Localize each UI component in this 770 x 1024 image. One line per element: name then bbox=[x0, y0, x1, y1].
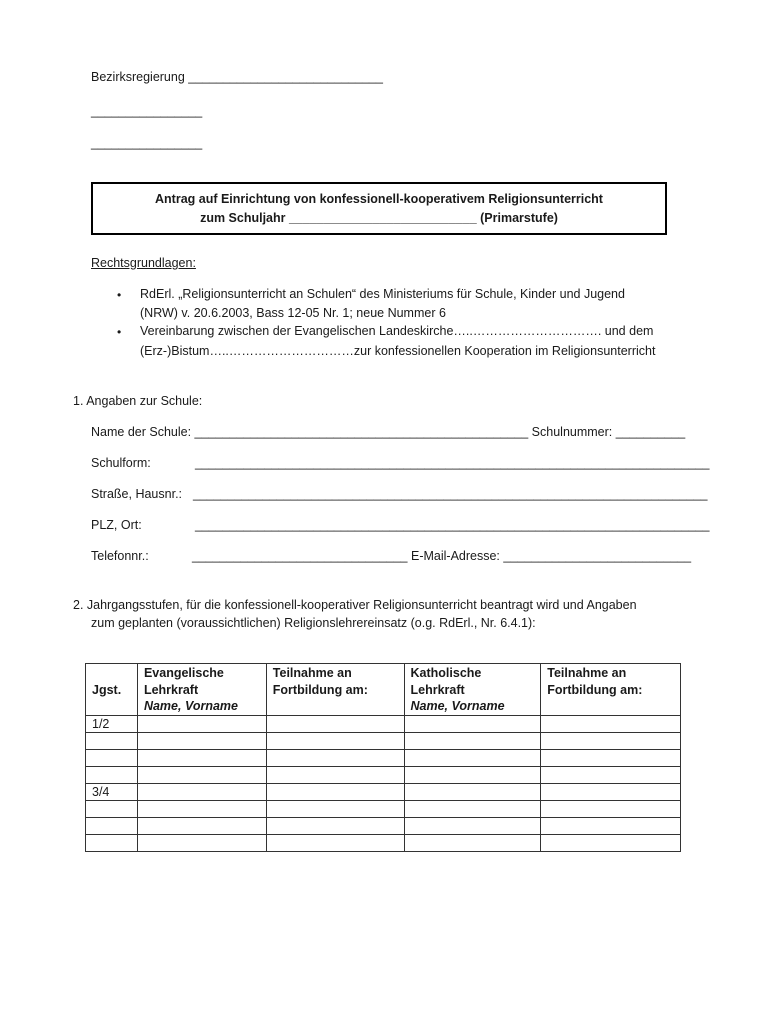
table-cell[interactable] bbox=[404, 750, 541, 767]
table-cell[interactable] bbox=[541, 835, 681, 852]
jgst-cell[interactable] bbox=[86, 801, 138, 818]
table-cell[interactable] bbox=[404, 818, 541, 835]
table-cell[interactable] bbox=[266, 818, 404, 835]
header-ev-1: Evangelische bbox=[143, 666, 224, 680]
jgst-cell[interactable] bbox=[86, 818, 138, 835]
table-row bbox=[86, 818, 681, 835]
legal-item-2b: (Erz-)Bistum…..…………………………zur konfessionellen Kooperation im Religionsunterricht bbox=[140, 344, 656, 358]
schulform-field[interactable]: __________________________________________________________________________ bbox=[195, 456, 710, 470]
table-cell[interactable] bbox=[541, 750, 681, 767]
table-cell[interactable] bbox=[404, 784, 541, 801]
plz-label: PLZ, Ort: bbox=[91, 518, 142, 532]
table-row bbox=[86, 733, 681, 750]
table-cell[interactable] bbox=[404, 835, 541, 852]
table-cell[interactable] bbox=[266, 835, 404, 852]
header-ev-2: Lehrkraft bbox=[143, 682, 199, 697]
bullet-1: • bbox=[117, 288, 122, 302]
table-cell[interactable] bbox=[137, 801, 266, 818]
table-cell[interactable] bbox=[541, 801, 681, 818]
header-kath-2: Lehrkraft bbox=[410, 682, 465, 697]
table-row bbox=[86, 835, 681, 852]
plz-field[interactable]: __________________________________________________________________________ bbox=[195, 518, 710, 532]
table-cell[interactable] bbox=[404, 716, 541, 733]
table-cell[interactable] bbox=[137, 767, 266, 784]
table-cell[interactable] bbox=[541, 716, 681, 733]
bullet-2: • bbox=[117, 325, 122, 339]
bezirksregierung-field[interactable]: Bezirksregierung ____________________________ bbox=[91, 70, 383, 84]
table-cell[interactable] bbox=[137, 835, 266, 852]
address-line-2[interactable]: ________________ bbox=[91, 136, 203, 150]
address-line-1[interactable]: ________________ bbox=[91, 104, 203, 118]
telefon-email-field[interactable]: _______________________________ E-Mail-Adresse: ___________________________ bbox=[192, 549, 692, 563]
header-fb1-1: Teilnahme an bbox=[272, 666, 352, 680]
table-header-row bbox=[86, 664, 681, 716]
table-row bbox=[86, 767, 681, 784]
jgst-cell[interactable] bbox=[86, 835, 138, 852]
section-1-heading: 1. Angaben zur Schule: bbox=[73, 394, 203, 408]
legal-heading: Rechtsgrundlagen: bbox=[91, 256, 196, 270]
header-fortbildung-2 bbox=[541, 664, 681, 716]
table-cell[interactable] bbox=[541, 767, 681, 784]
section-2-line-1: 2. Jahrgangsstufen, für die konfessionell-kooperativer Religionsunterricht beantragt wird und Angaben bbox=[73, 598, 637, 612]
jgst-cell[interactable] bbox=[86, 750, 138, 767]
header-fb2-1: Teilnahme an bbox=[547, 666, 627, 680]
table-row bbox=[86, 784, 681, 801]
table-row bbox=[86, 716, 681, 733]
jgst-cell[interactable] bbox=[86, 767, 138, 784]
school-name-field[interactable]: Name der Schule: ________________________________________________ Schulnummer: __________ bbox=[91, 425, 686, 439]
jgst-cell: 1/2 bbox=[86, 716, 138, 733]
header-kath-3: Name, Vorname bbox=[410, 699, 505, 713]
table-cell[interactable] bbox=[404, 801, 541, 818]
table-cell[interactable] bbox=[541, 784, 681, 801]
legal-item-1a: RdErl. „Religionsunterricht an Schulen“ des Ministeriums für Schule, Kinder und Jugend bbox=[140, 287, 625, 301]
table-cell[interactable] bbox=[541, 733, 681, 750]
table-cell[interactable] bbox=[404, 767, 541, 784]
jgst-cell[interactable] bbox=[86, 733, 138, 750]
strasse-label: Straße, Hausnr.: bbox=[91, 487, 183, 501]
table-row bbox=[86, 750, 681, 767]
table-cell[interactable] bbox=[404, 733, 541, 750]
table-cell[interactable] bbox=[266, 716, 404, 733]
header-ev-3: Name, Vorname bbox=[143, 699, 238, 713]
table-cell[interactable] bbox=[266, 801, 404, 818]
header-jgst: Jgst. bbox=[86, 664, 138, 716]
schulform-label: Schulform: bbox=[91, 456, 151, 470]
table-cell[interactable] bbox=[266, 733, 404, 750]
header-fb2-2: Fortbildung am: bbox=[547, 682, 643, 697]
legal-item-1b: (NRW) v. 20.6.2003, Bass 12-05 Nr. 1; neue Nummer 6 bbox=[140, 306, 446, 320]
title-line-2[interactable]: zum Schuljahr ___________________________ (Primarstufe) bbox=[200, 211, 558, 225]
header-fb1-2: Fortbildung am: bbox=[272, 682, 368, 697]
table-cell[interactable] bbox=[137, 733, 266, 750]
telefon-label: Telefonnr.: bbox=[91, 549, 149, 563]
table-cell[interactable] bbox=[137, 818, 266, 835]
table-cell[interactable] bbox=[266, 767, 404, 784]
strasse-field[interactable]: __________________________________________________________________________ bbox=[193, 487, 708, 501]
table-cell[interactable] bbox=[266, 784, 404, 801]
table-cell[interactable] bbox=[266, 750, 404, 767]
header-kath-1: Katholische bbox=[410, 666, 482, 680]
table-cell[interactable] bbox=[137, 750, 266, 767]
table-row bbox=[86, 801, 681, 818]
title-box bbox=[91, 182, 667, 235]
title-line-1: Antrag auf Einrichtung von konfessionell-kooperativem Religionsunterricht bbox=[155, 192, 603, 206]
header-kath-lehrkraft bbox=[404, 664, 541, 716]
jgst-cell: 3/4 bbox=[86, 784, 138, 801]
header-ev-lehrkraft bbox=[137, 664, 266, 716]
legal-item-2a: Vereinbarung zwischen der Evangelischen Landeskirche…..…………………………. und dem bbox=[140, 324, 654, 338]
header-fortbildung-1 bbox=[266, 664, 404, 716]
table-cell[interactable] bbox=[541, 818, 681, 835]
table-cell[interactable] bbox=[137, 716, 266, 733]
teacher-table bbox=[85, 663, 681, 852]
section-2-line-2: zum geplanten (voraussichtlichen) Religionslehrereinsatz (o.g. RdErl., Nr. 6.4.1): bbox=[91, 616, 536, 630]
table-cell[interactable] bbox=[137, 784, 266, 801]
